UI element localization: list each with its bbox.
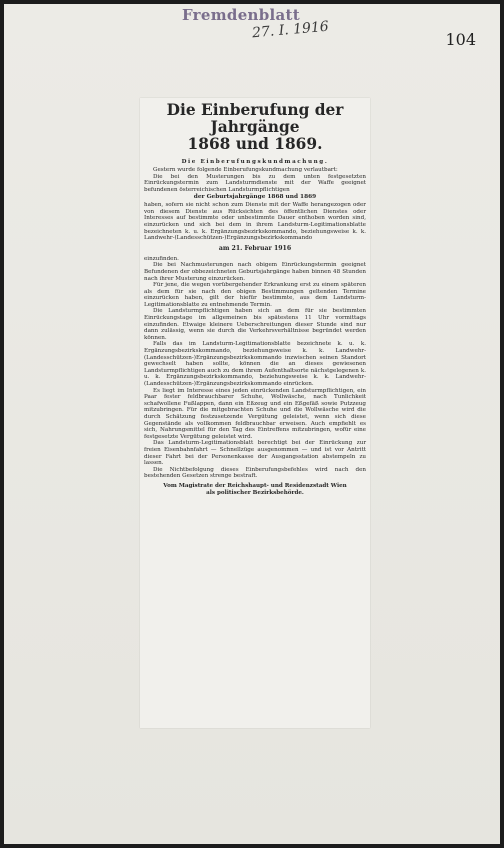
headline-line-1: Die Einberufung der Jahrgänge (166, 101, 344, 136)
handwritten-date: 27. I. 1916 (251, 18, 330, 42)
signature (144, 483, 366, 496)
paragraph-1: Gestern wurde folgende Einberufungskundmachung verlautbart: (153, 167, 338, 173)
paragraph-6: Für jene, die wegen vorübergehender Erkrankung erst zu einem späteren als dem für sie nach den obigen Bestimmungen geltenden Termine einzurücken haben, gilt der hiefür bestimmte, aus dem Landsturm-Legitimationsblatte zu entnehmende Termin. (144, 282, 366, 308)
paragraph-2: Die bei den Musterungen bis zu dem unten festgesetzten Einrückungstermin zum Landsturmdienste mit der Waffe geeignet befundenen österreichischen Landsturmpflichtigen (144, 173, 366, 193)
headline-line-2: 1868 und 1869. (187, 135, 323, 153)
page-number: 104 (445, 30, 476, 49)
paragraph-8: Falls das im Landsturm-Legitimationsblatte bezeichnete k. u. k. Ergänzungsbezirkskommando, beziehungsweise k. k. Landwehr- (Landesschützen-)Ergänzungsbezirkskommando inzwischen seinen Standort gewechselt haben sollte, können die an dieses gewiesenen Landsturmpflichtigen auch zu dem ihrem Aufenthaltsorte nächstgelegenen k. u. k. Ergänzungsbezirkskommando, beziehungsweise k. k. Landwehr-(Landesschützen-)Ergänzungsbezirkskommando einrücken. (144, 341, 366, 388)
paragraph-9: Es liegt im Interesse eines jeden einrückenden Landsturmpflichtigen, ein Paar fester feldbrauchbarer Schuhe, Wollwäsche, nach Tunlichkeit schafwollene Fußlappen, dann ein Eßzeug und ein Eßgefäß sowie Putzzeug mitzubringen. Für die mitgebrachten Schuhe und die Wollwäsche wird die durch Schätzung festzusetzende Vergütung geleistet, wenn sich diese Gegenstände als vollkommen feldbrauchbar erweisen. Auch empfiehlt es sich, Nahrungsmittel für den Tag des Eintreffens mitzubringen, wofür eine festgesetzte Vergütung geleistet wird. (144, 387, 366, 440)
archive-stamp: Fremdenblatt (182, 6, 301, 24)
birth-years-line: der Geburtsjahrgänge 1868 und 1869 (193, 194, 317, 201)
report-date-line: am 21. Februar 1916 (218, 244, 292, 252)
signature-line-1: Vom Magistrate der Reichshaupt- und Residenzstadt Wien (163, 482, 347, 489)
paragraph-10: Das Landsturm-Legitimationsblatt berechtigt bei der Einrückung zur freien Eisenbahnfahrt — Schnellzüge ausgenommen — und ist vor Antritt dieser Fahrt bei der Personenkasse der Ausgangsstation abstempeln zu lassen. (144, 440, 366, 467)
subheading: Die Einberufungskundmachung. (181, 159, 329, 165)
newspaper-clipping (140, 98, 370, 728)
archive-page (4, 4, 500, 844)
paragraph-4: einzufinden. (144, 255, 179, 262)
paragraph-5: Die bei Nachmusterungen nach obigem Einrückungstermin geeignet Befundenen der obbezeichneten Geburtsjahrgänge haben binnen 48 Stunden nach ihrer Musterung einzurücken. (144, 262, 366, 282)
headline (144, 102, 366, 153)
signature-line-2: als politischer Bezirksbehörde. (206, 489, 304, 496)
paragraph-3: haben, sofern sie nicht schon zum Dienste mit der Waffe herangezogen oder von diesem Dienste aus Rücksichten des öffentlichen Dienstes oder Interesses auf bestimmte oder unbestimmte Dauer enthoben worden sind, einzurücken und sich bei dem in ihrem Landsturm-Legitimationsblatte bezeichneten k. u. k. Ergänzungsbezirkskommando, beziehungsweise k. k. Landwehr-(Landesschützen-)Ergänzungsbezirkskommando (144, 202, 366, 242)
paragraph-7: Die Landsturmpflichtigen haben sich an dem für sie bestimmten Einrückungstage im allgemeinen bis spätestens 11 Uhr vormittags einzufinden. Etwaige kleinere Ueberschreitungen dieser Stunde sind nur dann zulässig, wenn sie durch die Verkehrsverhältnisse begründet werden können. (144, 308, 366, 341)
paragraph-11: Die Nichtbefolgung dieses Einberufungsbefehles wird nach den bestehenden Gesetzen strenge bestraft. (144, 466, 366, 480)
